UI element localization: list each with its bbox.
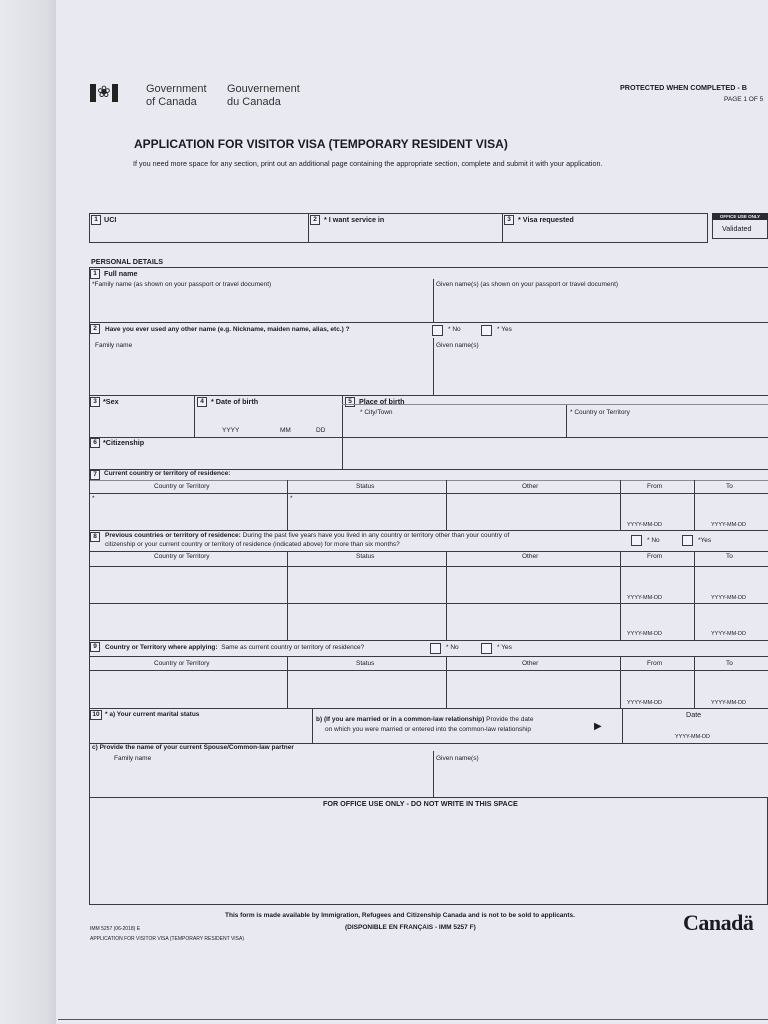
form-footer-title: APPLICATION FOR VISITOR VISA (TEMPORARY RESIDENT VISA) [90,936,245,942]
field-number: 9 [90,642,100,652]
yes-label: * Yes [497,644,512,651]
col-other: Other [522,483,539,490]
date-format-hint: YYYY-MM-DD [627,522,662,528]
form-id: IMM 5257 (06-2018) E [90,926,141,932]
sex-select[interactable] [90,408,193,436]
spouse-given-name-input[interactable] [434,766,768,795]
date-format-hint: YYYY-MM-DD [627,700,662,706]
canada-wordmark: Canadä [683,910,754,935]
col-country: Country or Territory [154,660,210,667]
no-label: * No [446,644,459,651]
city-label: * City/Town [360,409,393,416]
col-to: To [726,553,733,560]
col-to: To [726,483,733,490]
given-name-input[interactable] [434,292,768,320]
service-language-input[interactable] [309,226,501,242]
col-other: Other [522,553,539,560]
col-from: From [647,553,663,560]
col-to: To [726,660,733,667]
current-residence-label: Current country or territory of residence: [104,470,231,477]
col-status: Status [356,660,375,667]
page-number: PAGE 1 OF 5 [724,96,764,103]
dob-year-hint: YYYY [222,427,240,434]
family-name-input[interactable] [90,292,432,320]
arrow-right-icon: ▶ [594,721,602,732]
form-instructions: If you need more space for any section, print out an additional page containing the appropriate section, complete and submit it with your application. [133,159,603,168]
field-number: 4 [197,397,207,407]
marriage-date-question: b) (If you are married or in a common-law relationship) Provide the date [316,716,534,723]
citizenship-input[interactable] [90,449,341,468]
col-other: Other [522,660,539,667]
field-number: 7 [90,470,100,480]
given-name-label: Given name(s) (as shown on your passport or travel document) [436,281,619,288]
previous-residence-yes-checkbox[interactable] [682,535,693,546]
full-name-label: Full name [104,269,138,278]
birth-country-input[interactable] [568,419,768,436]
field-number: 3 [504,215,514,225]
previous-residence-question: Previous countries or territory of residence: During the past five years have you lived in any country or territory other than your country of [105,532,510,539]
gov-fr-line2: du Canada [227,96,281,108]
dob-day-hint: DD [316,427,326,434]
sex-label: *Sex [103,397,119,406]
field-number: 8 [90,532,100,542]
yes-label: *Yes [698,537,712,544]
field-number: 2 [310,215,320,225]
applying-same-yes-checkbox[interactable] [481,643,492,654]
family-name-label: *Family name (as shown on your passport or travel document) [92,281,272,288]
applying-country-row[interactable] [90,671,768,707]
applying-same-no-checkbox[interactable] [430,643,441,654]
citizenship-label: *Citizenship [103,438,145,447]
spouse-family-name-input[interactable] [90,766,432,795]
other-given-name-label: Given name(s) [436,342,479,349]
other-family-name-label: Family name [95,342,133,349]
gov-en-line1: Government [146,83,207,95]
no-label: * No [647,537,660,544]
date-format-hint: YYYY-MM-DD [711,595,746,601]
birth-country-label: * Country or Territory [570,409,630,416]
col-from: From [647,483,663,490]
marriage-date-label: Date [686,710,702,719]
spouse-family-name-label: Family name [114,755,152,762]
french-availability: (DISPONIBLE EN FRANÇAIS - IMM 5257 F) [345,924,476,931]
city-input[interactable] [344,419,565,436]
other-given-name-input[interactable] [434,353,768,393]
col-from: From [647,660,663,667]
col-status: Status [356,483,375,490]
other-name-yes-checkbox[interactable] [481,325,492,336]
protected-label: PROTECTED WHEN COMPLETED - B [620,83,747,92]
previous-residence-row[interactable] [90,604,768,639]
place-of-birth-label: Place of birth [359,397,405,406]
field-number: 5 [345,397,355,407]
other-name-question: Have you ever used any other name (e.g. Nickname, maiden name, alias, etc.) ? [105,326,350,333]
marital-status-select[interactable] [90,722,311,742]
col-country: Country or Territory [154,553,210,560]
spouse-given-name-label: Given name(s) [436,755,479,762]
previous-residence-no-checkbox[interactable] [631,535,642,546]
other-family-name-input[interactable] [90,353,432,393]
office-use-notice: FOR OFFICE USE ONLY - DO NOT WRITE IN THIS SPACE [323,799,518,808]
date-format-hint: YYYY-MM-DD [711,631,746,637]
field-number: 10 [90,710,102,720]
date-format-hint: YYYY-MM-DD [711,700,746,706]
residence-other-input[interactable] [447,494,619,529]
section-heading: PERSONAL DETAILS [91,257,164,266]
date-format-hint: YYYY-MM-DD [627,631,662,637]
residence-status-input[interactable] [288,494,445,529]
uci-input[interactable] [90,226,307,242]
field-number: 1 [91,215,101,225]
visa-requested-input[interactable] [503,226,707,242]
required-mark: * [92,495,95,502]
field-number: 3 [90,397,100,407]
dob-label: * Date of birth [211,397,259,406]
col-country: Country or Territory [154,483,210,490]
visa-requested-label: * Visa requested [518,215,574,224]
yes-label: * Yes [497,326,512,333]
gov-en-line2: of Canada [146,96,197,108]
office-use-area [89,797,768,905]
applying-country-question: Country or Territory where applying: Same as current country or territory of residence? [105,644,365,651]
dob-month-hint: MM [280,427,291,434]
date-format-hint: YYYY-MM-DD [711,522,746,528]
other-name-no-checkbox[interactable] [432,325,443,336]
marriage-date-question-line2: on which you were married or entered into the common-law relationship [325,726,531,733]
required-mark: * [290,495,293,502]
date-format-hint: YYYY-MM-DD [627,595,662,601]
marital-status-label: * a) Your current marital status [105,711,200,718]
field-number: 6 [90,438,100,448]
service-language-label: * I want service in [324,215,385,224]
field-number: 1 [90,269,100,279]
previous-residence-question-line2: citizenship or your current country or territory of residence (indicated above) for more than six months? [105,541,400,548]
spouse-name-label: c) Provide the name of your current Spouse/Common-law partner [92,744,294,751]
uci-label: UCI [104,215,117,224]
validated-label: Validated [722,224,752,233]
form-title: APPLICATION FOR VISITOR VISA (TEMPORARY RESIDENT VISA) [134,137,508,151]
canada-flag-icon: ❀ [90,84,118,102]
previous-residence-row[interactable] [90,567,768,602]
scan-edge [0,0,58,1024]
col-status: Status [356,553,375,560]
office-use-header: OFFICE USE ONLY [712,213,768,220]
dob-input[interactable] [195,408,341,426]
date-format-hint: YYYY-MM-DD [675,734,710,740]
footer-notice: This form is made available by Immigration, Refugees and Citizenship Canada and is not to be sold to applicants. [225,912,575,919]
no-label: * No [448,326,461,333]
field-number: 2 [90,324,100,334]
gov-fr-line1: Gouvernement [227,83,300,95]
residence-country-input[interactable] [90,494,286,529]
